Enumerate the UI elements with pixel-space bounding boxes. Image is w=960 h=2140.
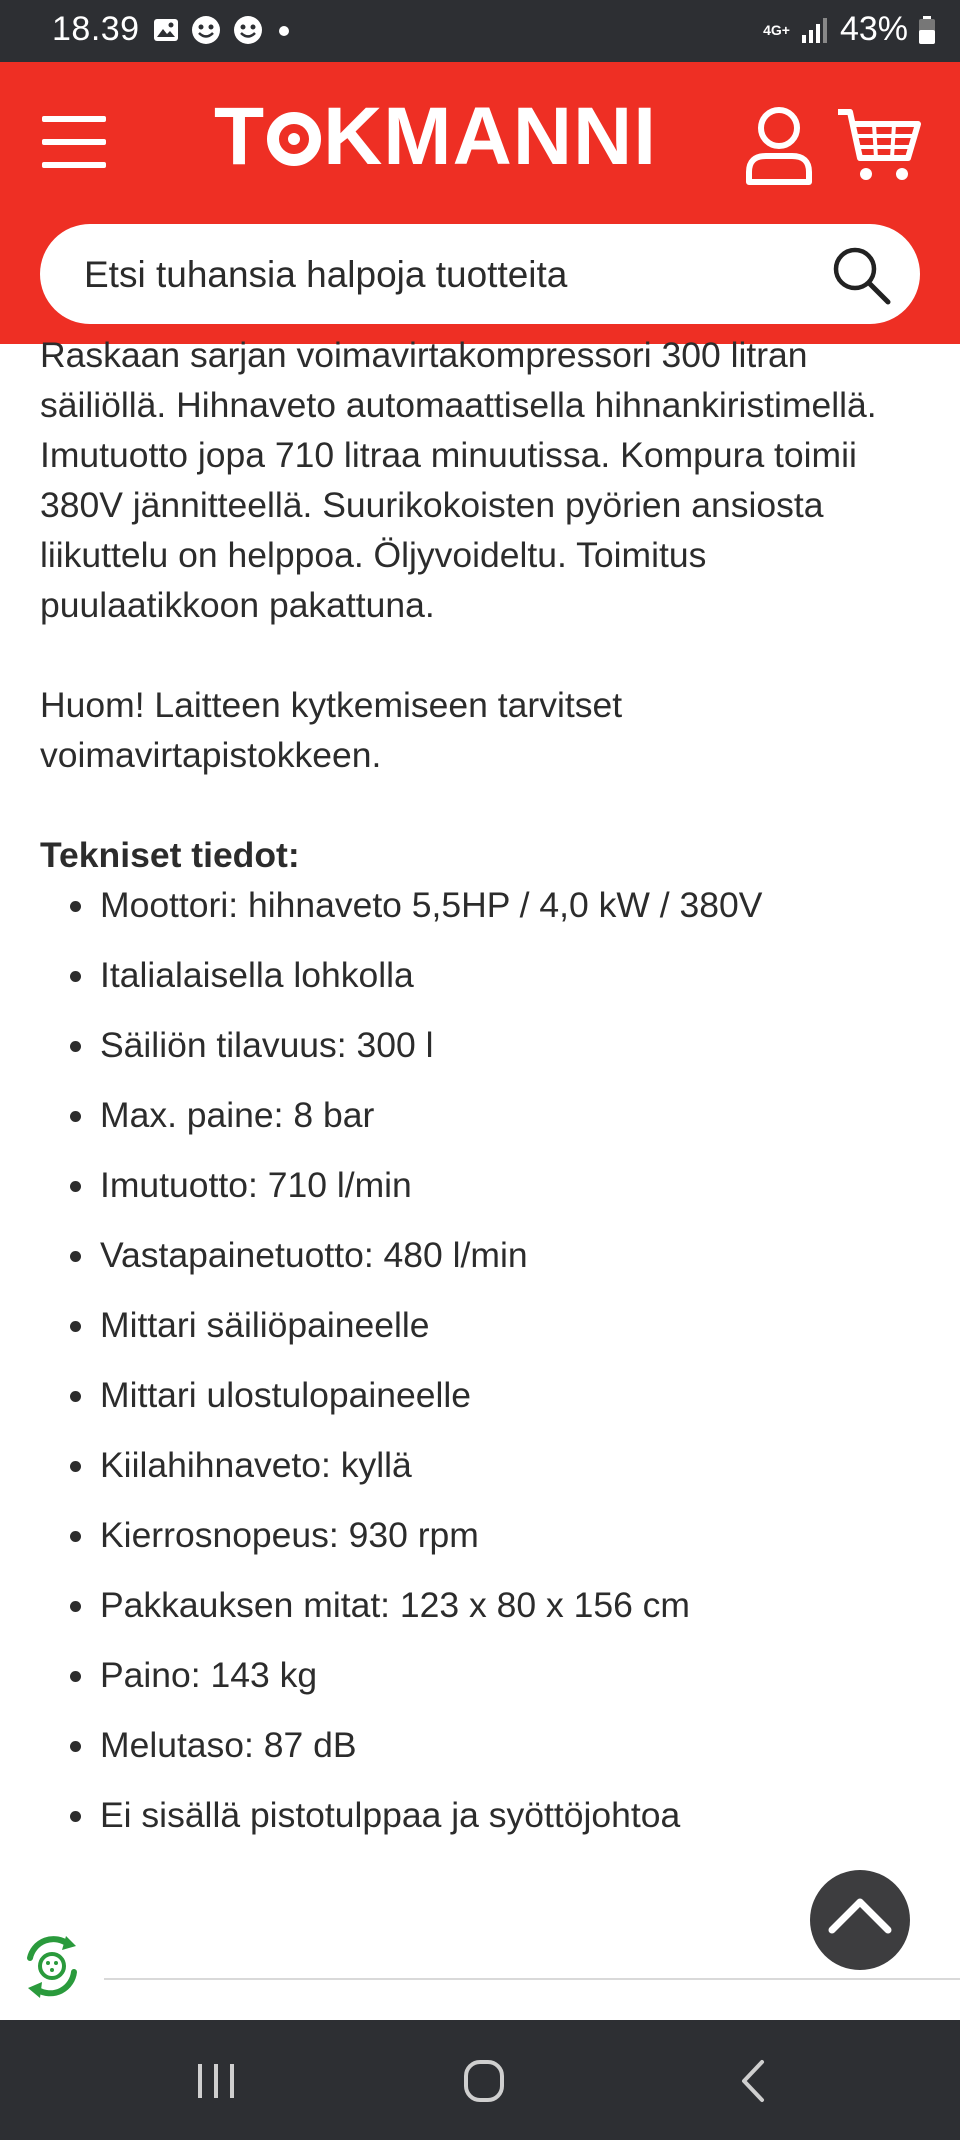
recent-apps-icon[interactable]: [186, 2056, 246, 2106]
system-nav-bar: [0, 2020, 960, 2140]
dot-icon: [274, 16, 294, 44]
description-paragraph: Raskaan sarjan voimavirtakompressori 300 litran säiliöllä. Hihnaveto automaattisella hihnankiristimellä. Imutuotto jopa 710 litraa minuutissa. Kompura toimii 380V jännitteellä. Suurikokoisten pyörien ansiosta liikuttelu on helppoa. Öljyvoideltu. Toimitus puulaatikkoon pakattuna.: [40, 335, 877, 625]
network-type: 4G+: [763, 21, 790, 38]
search-input[interactable]: [82, 224, 826, 326]
image-icon: [152, 16, 180, 44]
face-icon: [190, 14, 222, 46]
signal-icon: [800, 15, 830, 45]
logo-text-start: T: [214, 91, 266, 182]
list-item: Paino: 143 kg: [0, 1650, 920, 1720]
battery-percent: 43%: [839, 10, 908, 48]
recycle-icon[interactable]: [16, 1930, 88, 2002]
divider: [104, 1978, 960, 1980]
status-right: [763, 10, 936, 49]
list-item: Mittari ulostulopaineelle: [0, 1370, 920, 1440]
search-icon[interactable]: [830, 244, 892, 306]
logo-text-end: KMANNI: [323, 91, 658, 182]
cart-icon[interactable]: [836, 102, 922, 188]
notification-icons: [152, 14, 294, 46]
list-item: Imutuotto: 710 l/min: [0, 1160, 920, 1230]
list-item: Ei sisällä pistotulppaa ja syöttöjohtoa: [0, 1790, 920, 1860]
battery-icon: [918, 15, 936, 45]
search-bar: [40, 224, 920, 324]
status-bar: [0, 0, 960, 62]
specs-list: [40, 880, 920, 1860]
home-icon[interactable]: [454, 2056, 514, 2106]
list-item: Kierrosnopeus: 930 rpm: [0, 1510, 920, 1580]
product-description: [40, 330, 920, 1860]
list-item: Vastapainetuotto: 480 l/min: [0, 1230, 920, 1300]
list-item: Melutaso: 87 dB: [0, 1720, 920, 1790]
back-icon[interactable]: [724, 2056, 784, 2106]
specs-title: Tekniset tiedot:: [40, 835, 300, 875]
face-icon: [232, 14, 264, 46]
chevron-up-icon: [810, 1870, 910, 1970]
list-item: Moottori: hihnaveto 5,5HP / 4,0 kW / 380V: [0, 880, 920, 950]
status-time: 18.39: [52, 10, 140, 48]
scroll-to-top-button[interactable]: [810, 1870, 910, 1970]
list-item: Pakkauksen mitat: 123 x 80 x 156 cm: [0, 1580, 920, 1650]
user-icon[interactable]: [744, 106, 814, 186]
notice-paragraph: Huom! Laitteen kytkemiseen tarvitset voimavirtapistokkeen.: [40, 685, 623, 775]
menu-icon[interactable]: [42, 116, 106, 172]
logo-o-ring: [267, 112, 321, 166]
list-item: Kiilahihnaveto: kyllä: [0, 1440, 920, 1510]
list-item: Säiliön tilavuus: 300 l: [0, 1020, 920, 1090]
list-item: Italialaisella lohkolla: [0, 950, 920, 1020]
tokmanni-logo[interactable]: [214, 90, 657, 184]
site-header: [0, 62, 960, 344]
list-item: Mittari säiliöpaineelle: [0, 1300, 920, 1370]
list-item: Max. paine: 8 bar: [0, 1090, 920, 1160]
